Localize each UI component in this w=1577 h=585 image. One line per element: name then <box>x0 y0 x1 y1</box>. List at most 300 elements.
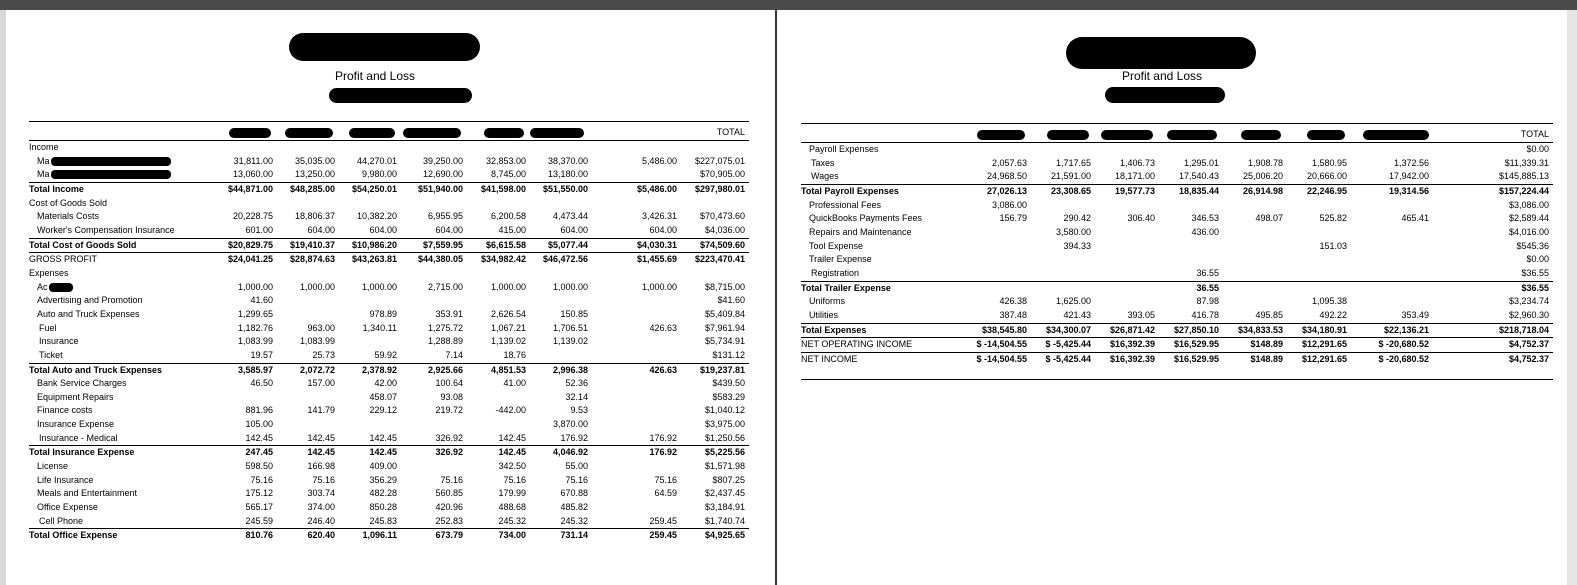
row-value-cell: $43,263.81 <box>339 253 401 267</box>
row-value-cell: $24,041.25 <box>215 253 277 267</box>
row-value-cell <box>1351 253 1433 267</box>
row-value-cell <box>467 267 530 281</box>
row-life-insurance <box>29 474 749 488</box>
row-value-cell: 1,706.51 <box>552 322 588 333</box>
redacted-date-range <box>329 88 472 103</box>
row-label <box>801 281 959 295</box>
row-label-text: GROSS PROFIT <box>29 254 98 265</box>
row-value-cell: 731.14 <box>530 529 592 543</box>
row-value-cell: $44,380.05 <box>401 253 467 267</box>
row-value-cell: 810.76 <box>215 529 277 543</box>
row-value-cell: 1,000.00 <box>490 281 526 292</box>
row-value-cell: 1,083.99 <box>299 336 335 347</box>
column-header-row <box>801 124 1553 143</box>
label-col-header <box>29 122 215 141</box>
row-total-cell: $2,589.44 <box>1508 213 1549 224</box>
row-value-cell: 1,275.72 <box>427 322 463 333</box>
row-value-cell <box>592 294 681 308</box>
redacted-date-range <box>1105 87 1225 103</box>
row-value-cell: 26,914.98 <box>1223 184 1287 198</box>
row-total-cell: $36.55 <box>1433 281 1553 295</box>
row-total-cell: $70,905.00 <box>699 169 745 180</box>
row-value-cell: $5,486.00 <box>592 182 681 196</box>
row-value-cell: 3,585.97 <box>215 363 277 377</box>
row-value-cell <box>592 267 681 281</box>
row-label-text: License <box>37 461 69 472</box>
column-header <box>467 122 530 141</box>
row-value-cell: 13,180.00 <box>547 169 588 180</box>
row-value-cell <box>1095 240 1159 254</box>
row-value-cell: 75.16 <box>440 474 463 485</box>
row-total-cell <box>681 267 749 281</box>
row-value-cell <box>592 377 681 391</box>
row-label <box>29 182 215 196</box>
row-total-cell: $4,925.65 <box>681 529 749 543</box>
row-value-cell: 10,382.20 <box>356 211 397 222</box>
redacted-company-name <box>289 33 480 61</box>
row-value-cell: $1,455.69 <box>592 253 681 267</box>
column-header <box>592 122 681 141</box>
row-value-cell: 142.45 <box>307 432 335 443</box>
row-label-text: Uniforms <box>809 296 846 307</box>
total-column-header: TOTAL <box>716 127 745 138</box>
row-value-cell: 458.07 <box>369 391 397 402</box>
row-total-income <box>29 182 749 196</box>
row-label <box>801 212 959 226</box>
row-value-cell: $28,874.63 <box>277 253 339 267</box>
row-value-cell: 2,072.72 <box>277 363 339 377</box>
row-total-cell: $4,752.37 <box>1433 352 1553 366</box>
row-value-cell: 326.92 <box>401 446 467 460</box>
row-total-cell: $297,980.01 <box>681 182 749 196</box>
row-insurance <box>29 335 749 349</box>
row-label-text: Taxes <box>811 157 835 168</box>
row-value-cell: 23,308.65 <box>1031 184 1095 198</box>
row-label <box>29 168 215 182</box>
row-value-cell: 604.00 <box>435 224 463 235</box>
row-value-cell: 3,086.00 <box>991 199 1027 210</box>
column-header <box>339 122 401 141</box>
row-value-cell: 436.00 <box>1191 226 1219 237</box>
row-value-cell: $16,529.95 <box>1159 338 1223 353</box>
row-value-cell <box>1159 143 1223 157</box>
row-value-cell: $ -5,425.44 <box>1031 338 1095 353</box>
row-label <box>29 253 215 267</box>
row-label <box>29 335 215 349</box>
row-value-cell: 1,000.00 <box>361 281 397 292</box>
row-value-cell: 21,591.00 <box>1050 171 1091 182</box>
row-value-cell <box>1223 240 1287 254</box>
row-value-cell: 1,372.56 <box>1393 157 1429 168</box>
row-value-cell: 38,370.00 <box>547 155 588 166</box>
row-label <box>29 294 215 308</box>
row-value-cell <box>592 308 681 322</box>
row-value-cell: 17,540.43 <box>1178 171 1219 182</box>
row-label-text: Finance costs <box>37 405 93 416</box>
row-value-cell <box>339 197 401 211</box>
row-value-cell: 17,942.00 <box>1388 171 1429 182</box>
row-value-cell: 2,057.63 <box>991 157 1027 168</box>
row-value-cell: $16,392.39 <box>1095 352 1159 366</box>
row-label-text: Total Payroll Expenses <box>801 185 899 196</box>
row-net-income <box>801 352 1553 366</box>
row-value-cell: 22,246.95 <box>1287 184 1351 198</box>
row-value-cell: 2,378.92 <box>339 363 401 377</box>
row-value-cell: 141.79 <box>307 405 335 416</box>
row-label <box>29 377 215 391</box>
row-trailer-expense <box>801 253 1553 267</box>
row-value-cell <box>339 294 401 308</box>
row-total-cell: $1,740.74 <box>704 515 745 526</box>
column-header <box>1159 124 1223 143</box>
row-label-text: Insurance Expense <box>37 419 115 430</box>
row-value-cell: 374.00 <box>307 502 335 513</box>
row-value-cell <box>592 141 681 155</box>
row-value-cell: 20,666.00 <box>1306 171 1347 182</box>
row-value-cell: 18,806.37 <box>294 211 335 222</box>
row-professional-fees <box>801 199 1553 213</box>
row-label <box>29 418 215 432</box>
row-value-cell: $19,410.37 <box>277 238 339 253</box>
row-value-cell: 290.42 <box>1063 213 1091 224</box>
row-label-text: Repairs and Maintenance <box>809 226 912 237</box>
column-header <box>277 122 339 141</box>
row-value-cell <box>1287 143 1351 157</box>
row-total-cell: $70,473.60 <box>699 211 745 222</box>
row-ma <box>29 155 749 169</box>
row-value-cell: 1,095.38 <box>1311 296 1347 307</box>
row-value-cell: 150.85 <box>560 308 588 319</box>
row-value-cell: $12,291.65 <box>1287 338 1351 353</box>
row-value-cell: 1,580.95 <box>1311 157 1347 168</box>
row-value-cell <box>1095 199 1159 213</box>
row-value-cell: 179.99 <box>498 488 526 499</box>
row-total-cell: $218,718.04 <box>1433 323 1553 338</box>
row-value-cell: 492.22 <box>1319 309 1347 320</box>
row-value-cell: 4,473.44 <box>552 211 588 222</box>
row-value-cell <box>1351 143 1433 157</box>
row-label <box>29 501 215 515</box>
row-value-cell: 488.68 <box>498 502 526 513</box>
row-value-cell: 1,139.02 <box>490 336 526 347</box>
row-value-cell: 36.55 <box>1196 267 1219 278</box>
row-total-expenses <box>801 323 1553 338</box>
row-bank-service-charges <box>29 377 749 391</box>
row-value-cell: 409.00 <box>369 461 397 472</box>
row-label-text: Tool Expense <box>809 240 864 251</box>
row-label <box>801 199 959 213</box>
row-value-cell: 46.50 <box>250 378 273 389</box>
row-value-cell: 142.45 <box>498 432 526 443</box>
row-value-cell <box>277 267 339 281</box>
row-value-cell: 87.98 <box>1196 296 1219 307</box>
row-total-cell: $19,237.81 <box>681 363 749 377</box>
row-value-cell: 4,046.92 <box>530 446 592 460</box>
row-value-cell <box>215 391 277 405</box>
row-value-cell: 306.40 <box>1127 213 1155 224</box>
pl-table-page-2 <box>801 124 1553 367</box>
viewer-scrollbar-track[interactable] <box>1567 10 1577 585</box>
row-value-cell: 1,340.11 <box>362 322 397 333</box>
row-label-text: Total Cost of Goods Sold <box>29 239 137 250</box>
row-total-cell: $227,075.01 <box>694 155 745 166</box>
row-total-cell: $7,961.94 <box>704 322 745 333</box>
row-value-cell <box>467 197 530 211</box>
row-total-cell: $3,234.74 <box>1508 296 1549 307</box>
row-total-trailer-expense <box>801 281 1553 295</box>
row-office-expense <box>29 501 749 515</box>
row-value-cell <box>401 294 467 308</box>
row-equipment-repairs <box>29 391 749 405</box>
viewer-toolbar <box>0 0 1577 10</box>
row-label <box>801 170 959 184</box>
row-value-cell: 565.17 <box>245 502 273 513</box>
row-value-cell: -442.00 <box>495 405 526 416</box>
row-value-cell <box>530 294 592 308</box>
row-value-cell <box>1159 199 1223 213</box>
row-value-cell <box>1287 199 1351 213</box>
row-value-cell: $38,545.80 <box>959 323 1031 338</box>
row-value-cell <box>1287 281 1351 295</box>
row-value-cell <box>1223 143 1287 157</box>
row-value-cell: 465.41 <box>1401 213 1429 224</box>
redacted-account-name <box>51 157 171 166</box>
row-value-cell: $20,829.75 <box>215 238 277 253</box>
row-repairs-and-maintenance <box>801 226 1553 240</box>
row-label-text: Professional Fees <box>809 199 882 210</box>
row-label-text: Ma <box>37 155 50 166</box>
row-total-cell: $1,250.56 <box>704 432 745 443</box>
row-value-cell: $34,180.91 <box>1287 323 1351 338</box>
pl-table-page-1 <box>29 122 749 543</box>
row-value-cell: 7.14 <box>445 349 463 360</box>
column-header <box>530 122 592 141</box>
row-value-cell: 670.88 <box>560 488 588 499</box>
row-tool-expense <box>801 240 1553 254</box>
row-value-cell: 4,851.53 <box>467 363 530 377</box>
row-value-cell: 19.57 <box>250 349 273 360</box>
row-value-cell: 604.00 <box>560 224 588 235</box>
row-value-cell <box>530 267 592 281</box>
row-value-cell: 734.00 <box>467 529 530 543</box>
row-label-text: Registration <box>811 267 860 278</box>
row-total-cell: $11,339.31 <box>1504 157 1549 168</box>
row-value-cell: 8,745.00 <box>490 169 526 180</box>
row-value-cell: 416.78 <box>1191 309 1219 320</box>
row-value-cell: $12,291.65 <box>1287 352 1351 366</box>
report-title: Profit and Loss <box>334 69 416 83</box>
row-value-cell <box>401 197 467 211</box>
row-label <box>801 240 959 254</box>
row-value-cell: 252.83 <box>435 515 463 526</box>
pl-rows-page-1 <box>29 141 749 544</box>
row-license <box>29 460 749 474</box>
row-value-cell: 75.16 <box>654 474 677 485</box>
row-value-cell <box>1031 267 1095 281</box>
row-value-cell: $46,472.56 <box>530 253 592 267</box>
row-label <box>801 295 959 309</box>
row-value-cell: 1,083.99 <box>237 336 273 347</box>
row-label <box>801 184 959 198</box>
row-value-cell: 1,139.02 <box>552 336 588 347</box>
row-value-cell <box>467 141 530 155</box>
row-value-cell: $44,871.00 <box>215 182 277 196</box>
row-worker-s-compensation-insurance <box>29 224 749 238</box>
row-value-cell <box>339 335 401 349</box>
row-label-text: Total Income <box>29 183 84 194</box>
row-label <box>29 238 215 253</box>
row-label-text: Wages <box>811 171 839 182</box>
row-value-cell: 151.03 <box>1319 240 1347 251</box>
row-value-cell: $51,550.00 <box>530 182 592 196</box>
row-value-cell: 245.32 <box>498 515 526 526</box>
row-value-cell: 387.48 <box>999 309 1027 320</box>
row-label-text: Total Insurance Expense <box>29 447 135 458</box>
row-value-cell: 560.85 <box>435 488 463 499</box>
row-label <box>29 404 215 418</box>
row-label <box>29 197 215 211</box>
row-label <box>801 309 959 323</box>
row-value-cell: 245.32 <box>560 515 588 526</box>
row-total-cell: $4,016.00 <box>1508 226 1549 237</box>
row-value-cell <box>592 460 681 474</box>
row-value-cell: 142.45 <box>369 432 397 443</box>
row-value-cell: 9,980.00 <box>361 169 397 180</box>
row-total-cell: $5,734.91 <box>704 336 745 347</box>
column-header <box>1031 124 1095 143</box>
row-label <box>29 308 215 322</box>
row-registration <box>801 267 1553 281</box>
row-value-cell: 6,955.95 <box>427 211 463 222</box>
row-value-cell: 41.00 <box>503 378 526 389</box>
row-value-cell: 75.16 <box>312 474 335 485</box>
row-label-text: Office Expense <box>37 502 98 513</box>
row-value-cell: 32,853.00 <box>485 155 526 166</box>
row-value-cell: 498.07 <box>1255 213 1283 224</box>
row-total-auto-and-truck-expenses <box>29 363 749 377</box>
row-income <box>29 141 749 155</box>
row-label <box>29 432 215 446</box>
row-value-cell: 346.53 <box>1191 213 1219 224</box>
row-value-cell: $27,850.10 <box>1159 323 1223 338</box>
row-value-cell: 978.89 <box>369 308 397 319</box>
row-value-cell: $148.89 <box>1223 352 1287 366</box>
row-value-cell: 356.29 <box>369 474 397 485</box>
row-value-cell: 39,250.00 <box>422 155 463 166</box>
row-value-cell: $ -14,504.55 <box>959 352 1031 366</box>
row-value-cell: 6,200.58 <box>490 211 526 222</box>
row-label-text: NET OPERATING INCOME <box>801 339 913 350</box>
row-label-text: Ma <box>37 169 50 180</box>
row-value-cell <box>1287 253 1351 267</box>
row-value-cell <box>959 240 1031 254</box>
row-total-cell: $4,752.37 <box>1433 338 1553 353</box>
row-label <box>29 281 215 295</box>
row-label-text: Income <box>29 142 59 152</box>
row-label-text: Total Office Expense <box>29 530 118 541</box>
row-value-cell: 142.45 <box>245 432 273 443</box>
row-value-cell <box>401 460 467 474</box>
row-value-cell: 604.00 <box>649 224 677 235</box>
row-value-cell <box>592 335 681 349</box>
label-col-header <box>801 124 959 143</box>
row-quickbooks-payments-fees <box>801 212 1553 226</box>
row-value-cell: 353.49 <box>1401 309 1429 320</box>
row-advertising-and-promotion <box>29 294 749 308</box>
row-label-text: Advertising and Promotion <box>37 295 143 306</box>
row-label <box>29 515 215 529</box>
row-value-cell: $48,285.00 <box>277 182 339 196</box>
row-uniforms <box>801 295 1553 309</box>
row-value-cell: 142.45 <box>467 446 530 460</box>
row-label <box>801 157 959 171</box>
row-value-cell: $4,030.31 <box>592 238 681 253</box>
row-value-cell: 24,968.50 <box>986 171 1027 182</box>
row-value-cell: 219.72 <box>435 405 463 416</box>
row-value-cell: $5,077.44 <box>530 238 592 253</box>
row-label-text: Payroll Expenses <box>809 144 879 154</box>
row-value-cell: 1,295.01 <box>1183 157 1219 168</box>
row-label-text: Utilities <box>809 309 839 320</box>
row-value-cell: 175.12 <box>245 488 273 499</box>
row-value-cell: 247.45 <box>215 446 277 460</box>
row-label <box>29 460 215 474</box>
row-value-cell: 2,925.66 <box>401 363 467 377</box>
row-value-cell: 75.16 <box>503 474 526 485</box>
row-label-text: Total Auto and Truck Expenses <box>29 364 163 375</box>
row-value-cell: $16,392.39 <box>1095 338 1159 353</box>
row-value-cell <box>1351 295 1433 309</box>
row-value-cell: 166.98 <box>307 461 335 472</box>
row-value-cell <box>1095 295 1159 309</box>
row-value-cell <box>959 143 1031 157</box>
row-value-cell <box>401 267 467 281</box>
row-label <box>29 487 215 501</box>
row-value-cell: 41.60 <box>250 295 273 306</box>
row-value-cell: 353.91 <box>435 308 463 319</box>
report-page-1 <box>6 10 775 585</box>
row-value-cell <box>592 501 681 515</box>
row-value-cell: 105.00 <box>245 419 273 430</box>
row-label-text: Cell Phone <box>39 515 84 526</box>
row-value-cell <box>1223 253 1287 267</box>
row-cell-phone <box>29 515 749 529</box>
row-value-cell: 31,811.00 <box>233 155 273 166</box>
row-value-cell: 18.76 <box>503 349 526 360</box>
row-value-cell: $10,986.20 <box>339 238 401 253</box>
column-header-row <box>29 122 749 141</box>
row-value-cell <box>277 308 339 322</box>
row-label <box>29 141 215 155</box>
row-value-cell: 963.00 <box>307 322 335 333</box>
row-value-cell: 342.50 <box>498 461 526 472</box>
row-total-cell: $583.29 <box>712 391 745 402</box>
row-value-cell: 426.63 <box>592 363 681 377</box>
row-label <box>801 338 959 353</box>
row-label-text: Total Trailer Expense <box>801 282 891 293</box>
redacted-account-name <box>51 170 171 179</box>
row-value-cell <box>401 418 467 432</box>
column-header <box>1095 124 1159 143</box>
row-label-text: QuickBooks Payments Fees <box>809 213 923 224</box>
row-value-cell: 13,250.00 <box>294 169 335 180</box>
row-value-cell: 245.59 <box>245 515 273 526</box>
column-header <box>1351 124 1433 143</box>
row-value-cell <box>1031 143 1095 157</box>
row-value-cell: 601.00 <box>245 224 273 235</box>
row-value-cell: 245.83 <box>369 515 397 526</box>
total-column-header: TOTAL <box>1520 129 1549 140</box>
